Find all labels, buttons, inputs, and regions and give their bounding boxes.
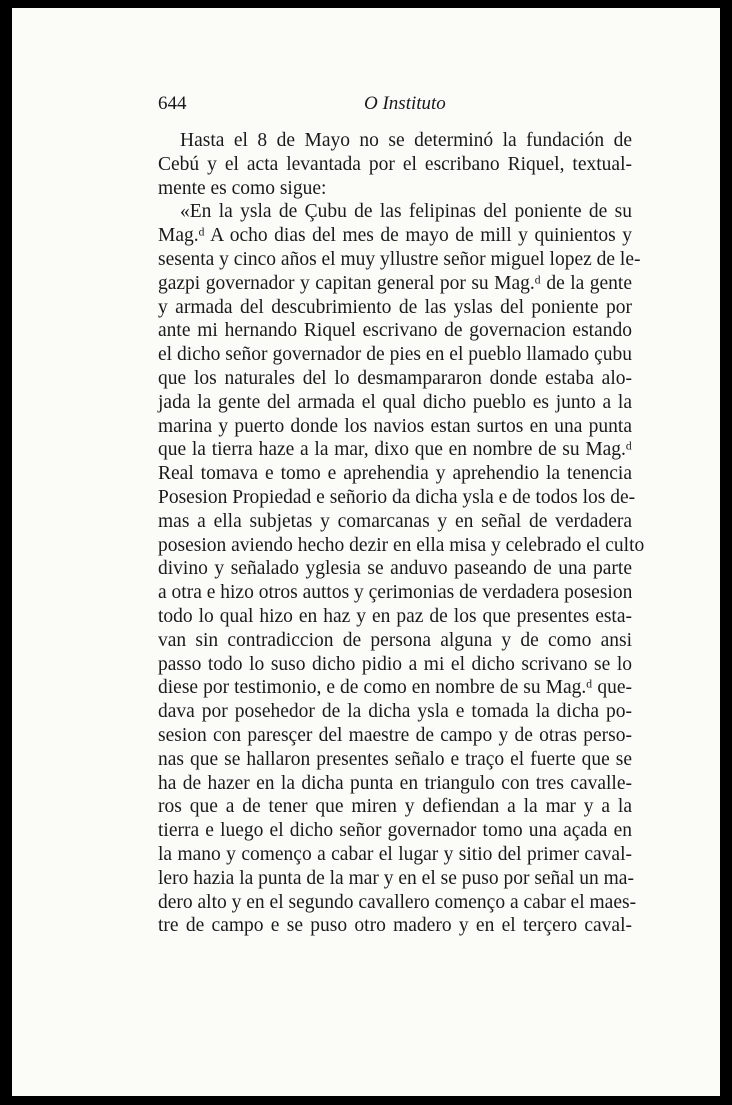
- text-line: y armada del descubrimiento de las yslas del poniente por: [158, 296, 632, 318]
- text-line: jada la gente del armada el qual dicho pueblo es junto a la: [158, 391, 632, 413]
- text-line: la mano y començo a cabar el lugar y sitio del primer caval-: [158, 843, 632, 865]
- text-line: lero hazia la punta de la mar y en el se puso por señal un ma-: [158, 867, 634, 889]
- running-title: O Instituto: [364, 93, 446, 114]
- text-line: ha de hazer en la dicha punta en triangulo con tres cavalle-: [158, 772, 632, 794]
- text-line: mente es como sigue:: [158, 177, 327, 199]
- text-line: gazpi governador y capitan general por su Mag.ᵈ de la gente: [158, 272, 632, 294]
- text-line: dero alto y en el segundo cavallero començo a cabar el maes-: [158, 891, 637, 913]
- page-number: 644: [158, 93, 187, 114]
- text-line: ante mi hernando Riquel escrivano de governacion estando: [158, 320, 632, 342]
- text-line: divino y señalado yglesia se anduvo paseando de una parte: [158, 558, 632, 580]
- text-line: marina y puerto donde los navios estan surtos en una punta: [158, 415, 632, 437]
- text-line: mas a ella subjetas y comarcanas y en señal de verdadera: [158, 510, 632, 532]
- text-line: Posesion Propiedad e señorio da dicha ysla e de todos los de-: [158, 486, 636, 508]
- text-line: tre de campo e se puso otro madero y en el terçero caval-: [158, 915, 632, 937]
- text-line: que los naturales del lo desmampararon donde estaba alo-: [158, 367, 632, 389]
- text-line: Hasta el 8 de Mayo no se determinó la fundación de: [180, 130, 632, 151]
- text-line: diese por testimonio, e de como en nombre de su Mag.ᵈ que-: [158, 677, 632, 699]
- text-line: «En la ysla de Çubu de las felipinas del poniente de su: [180, 201, 632, 223]
- text-line: Cebú y el acta levantada por el escribano Riquel, textual-: [158, 153, 632, 175]
- book-page: [12, 8, 720, 1096]
- text-line: nas que se hallaron presentes señalo e traço el fuerte que se: [158, 748, 632, 770]
- text-line: Real tomava e tomo e aprehendia y aprehendio la tenencia: [158, 463, 632, 485]
- text-line: sesion con paresçer del maestre de campo y de otras perso-: [158, 724, 632, 746]
- page-header: [158, 93, 598, 117]
- text-line: van sin contradiccion de persona alguna y de como ansi: [158, 629, 632, 651]
- text-line: passo todo lo suso dicho pidio a mi el dicho scrivano se lo: [158, 653, 632, 675]
- text-line: a otra e hizo otros auttos y çerimonias de verdadera posesion: [158, 582, 633, 604]
- text-line: todo lo qual hizo en haz y en paz de los que presentes esta-: [158, 605, 632, 627]
- text-line: tierra e luego el dicho señor governador tomo una açada en: [158, 820, 632, 842]
- text-line: posesion aviendo hecho dezir en ella misa y celebrado el culto: [158, 534, 645, 556]
- text-line: ros que a de tener que miren y defiendan a la mar y a la: [158, 796, 632, 818]
- text-line: dava por posehedor de la dicha ysla e tomada la dicha po-: [158, 701, 632, 723]
- text-line: que la tierra haze a la mar, dixo que en nombre de su Mag.ᵈ: [158, 439, 632, 461]
- text-line: Mag.ᵈ A ocho dias del mes de mayo de mill y quinientos y: [158, 225, 632, 247]
- body-text: [158, 129, 645, 938]
- text-line: sesenta y cinco años el muy yllustre señor miguel lopez de le-: [158, 248, 641, 270]
- text-line: el dicho señor governador de pies en el pueblo llamado çubu: [158, 344, 632, 366]
